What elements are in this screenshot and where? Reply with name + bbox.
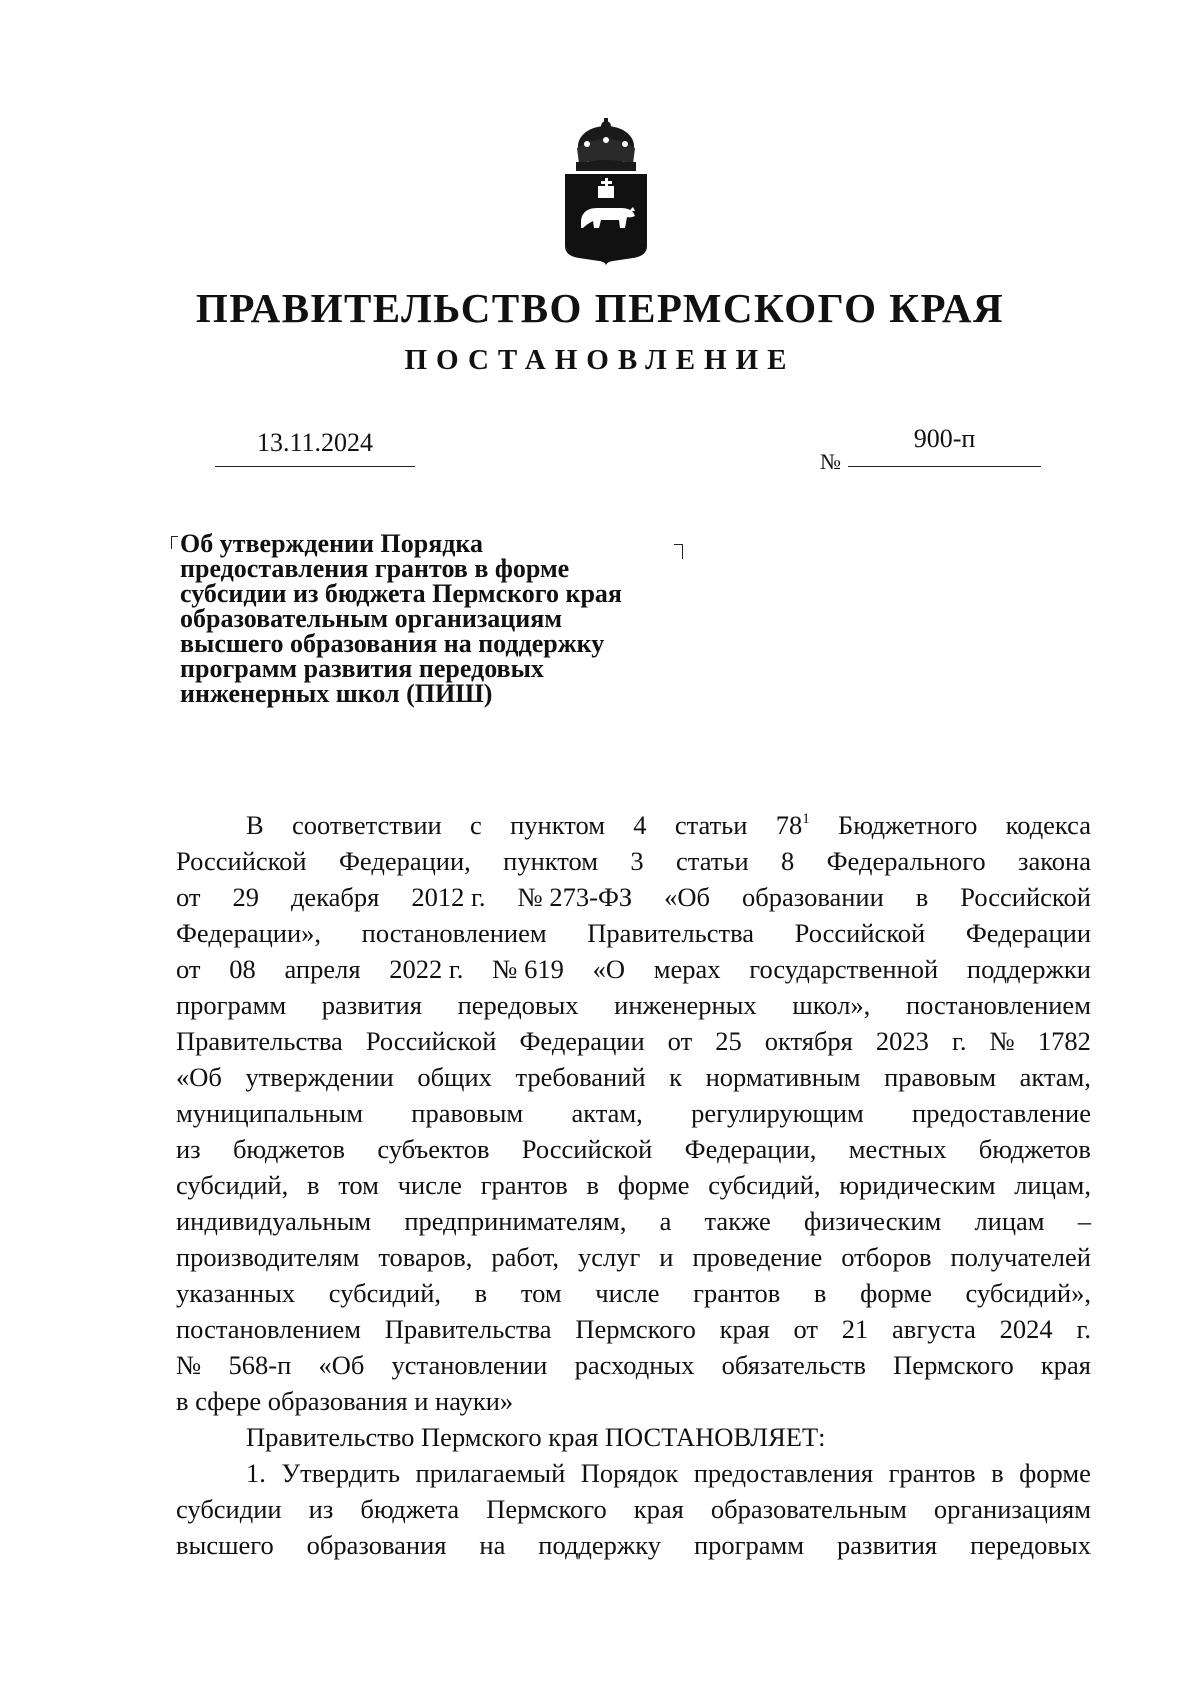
body-line: производителям товаров, работ, услуг и проведение отборов получателей (176, 1242, 1091, 1272)
body-line: высшего образования на поддержку программ развития передовых (176, 1530, 1091, 1560)
body-line: от 29 декабря 2012 г. № 273-ФЗ «Об образовании в Российской (176, 882, 1091, 912)
body-line: 1. Утвердить прилагаемый Порядок предоставления грантов в форме (246, 1458, 1091, 1488)
body-line: Правительства Российской Федерации от 25 октября 2023 г. № 1782 (176, 1026, 1091, 1056)
body-line: № 568-п «Об установлении расходных обязательств Пермского края (176, 1350, 1091, 1380)
body-line: в сфере образования и науки» (176, 1386, 514, 1416)
body-line: Российской Федерации, пунктом 3 статьи 8 Федерального закона (176, 846, 1091, 876)
document-subject (180, 531, 700, 706)
subject-line: предоставления грантов в форме (180, 554, 570, 583)
subject-bracket-left (171, 536, 178, 549)
body-line: субсидии из бюджета Пермского края образовательным организациям (176, 1494, 1091, 1524)
perm-krai-coat-of-arms (563, 118, 649, 266)
subject-line: высшего образования на поддержку (180, 629, 605, 658)
body-line: постановлением Правительства Пермского края от 21 августа 2024 г. (176, 1314, 1091, 1344)
document-number: 900-п (913, 424, 976, 453)
document-body (176, 807, 1091, 1563)
body-line: «Об утверждении общих требований к нормативным правовым актам, (176, 1062, 1091, 1092)
subject-line: инженерных школ (ПИШ) (180, 679, 493, 708)
organization-title: ПРАВИТЕЛЬСТВО ПЕРМСКОГО КРАЯ (195, 285, 1005, 331)
body-line: муниципальным правовым актам, регулирующим предоставление (176, 1098, 1091, 1128)
document-date: 13.11.2024 (256, 428, 374, 457)
body-line: индивидуальным предпринимателям, а также физическим лицам – (176, 1206, 1091, 1236)
subject-line: программ развития передовых (180, 654, 544, 683)
subject-line: образовательным организациям (180, 604, 563, 633)
body-line: из бюджетов субъектов Российской Федерации, местных бюджетов (176, 1134, 1091, 1164)
date-underline (215, 466, 415, 467)
body-line: указанных субсидий, в том числе грантов в форме субсидий», (176, 1278, 1091, 1308)
resolution-line: Правительство Пермского края ПОСТАНОВЛЯЕТ: (246, 1422, 826, 1452)
number-underline (848, 466, 1041, 467)
subject-line: Об утверждении Порядка (180, 529, 484, 558)
body-line: Федерации», постановлением Правительства Российской Федерации (176, 918, 1091, 948)
body-line: субсидий, в том числе грантов в форме субсидий, юридическим лицам, (176, 1170, 1091, 1200)
body-line: В соответствии с пунктом 4 статьи $78^1$ Бюджетного кодекса (246, 810, 1091, 840)
body-line: от 08 апреля 2022 г. № 619 «О мерах государственной поддержки (176, 954, 1091, 984)
subject-line: субсидии из бюджета Пермского края (180, 579, 622, 608)
body-line: программ развития передовых инженерных школ», постановлением (176, 990, 1091, 1020)
number-sign: № (820, 449, 841, 474)
document-type: ПОСТАНОВЛЕНИЕ (404, 344, 796, 376)
